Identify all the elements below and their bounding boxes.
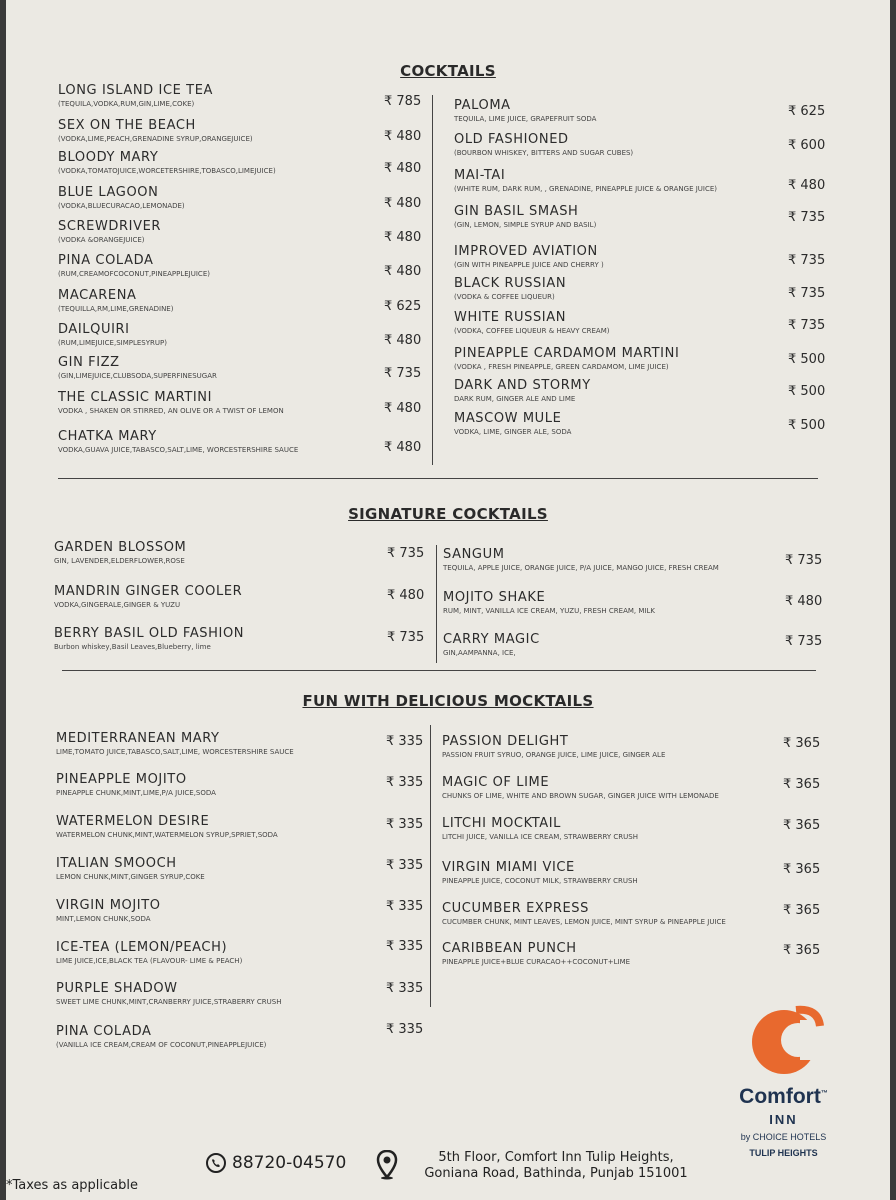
menu-item-name: MAI-TAI (454, 168, 506, 183)
address-line-2: Goniana Road, Bathinda, Punjab 151001 (424, 1166, 688, 1181)
menu-item-name: GIN BASIL SMASH (454, 204, 579, 219)
menu-item (58, 219, 161, 245)
menu-item-price: ₹ 480 (785, 594, 823, 609)
menu-item-name: MASCOW MULE (454, 411, 562, 426)
brand-inn: INN (769, 1112, 798, 1127)
menu-item-description: LIME,TOMATO JUICE,TABASCO,SALT,LIME, WORCESTERSHIRE SAUCE (56, 748, 294, 756)
menu-item-description: (VANILLA ICE CREAM,CREAM OF COCONUT,PINEAPPLEJUICE) (56, 1041, 267, 1049)
menu-item-price: ₹ 735 (785, 553, 823, 568)
menu-item-name: SEX ON THE BEACH (58, 118, 196, 133)
menu-item-name: THE CLASSIC MARTINI (58, 390, 213, 405)
section-heading-mocktails: FUN WITH DELICIOUS MOCKTAILS (302, 692, 594, 710)
menu-item-price: ₹ 335 (386, 1022, 424, 1037)
menu-item (56, 731, 294, 757)
menu-item-price: ₹ 365 (783, 736, 821, 751)
taxes-note: *Taxes as applicable (6, 1178, 138, 1193)
menu-item-price: ₹ 625 (788, 104, 826, 119)
menu-item-description: LITCHI JUICE, VANILLA ICE CREAM, STRAWBERRY CRUSH (442, 833, 638, 841)
menu-item-description: TEQUILA, APPLE JUICE, ORANGE JUICE, P/A JUICE, MANGO JUICE, FRESH CREAM (443, 564, 719, 572)
menu-item-name: PASSION DELIGHT (442, 734, 569, 749)
menu-item-name: GARDEN BLOSSOM (54, 540, 187, 555)
menu-item-price: ₹ 480 (384, 230, 422, 245)
menu-item-name: LITCHI MOCKTAIL (442, 816, 562, 831)
menu-item-description: MINT,LEMON CHUNK,SODA (56, 915, 151, 923)
menu-item (454, 204, 596, 230)
menu-item (454, 244, 604, 270)
menu-item-description: (TEQUILLA,RM,LIME,GRENADINE) (58, 305, 174, 313)
menu-item-name: SCREWDRIVER (58, 219, 162, 234)
menu-item-description: DARK RUM, GINGER ALE AND LIME (454, 395, 576, 403)
menu-item-price: ₹ 480 (384, 333, 422, 348)
menu-item-description: (RUM,LIMEJUICE,SIMPLESYRUP) (58, 339, 167, 347)
menu-item (54, 626, 244, 652)
menu-item-name: IMPROVED AVIATION (454, 244, 598, 259)
menu-item-description: (VODKA , FRESH PINEAPPLE, GREEN CARDAMOM, LIME JUICE) (454, 363, 669, 371)
phone-icon (206, 1153, 226, 1173)
menu-item-name: MACARENA (58, 288, 137, 303)
menu-item-price: ₹ 480 (384, 440, 422, 455)
menu-item (454, 98, 596, 124)
menu-page (6, 0, 890, 1200)
menu-item-description: (VODKA, COFFEE LIQUEUR & HEAVY CREAM) (454, 327, 610, 335)
menu-item-description: VODKA,GUAVA JUICE,TABASCO,SALT,LIME, WORCESTERSHIRE SAUCE (58, 446, 299, 454)
menu-item-name: VIRGIN MOJITO (56, 898, 161, 913)
menu-item-description: WATERMELON CHUNK,MINT,WATERMELON SYRUP,SPRIET,SODA (56, 831, 278, 839)
menu-item-price: ₹ 335 (386, 939, 424, 954)
menu-item-name: MEDITERRANEAN MARY (56, 731, 220, 746)
menu-item-price: ₹ 335 (386, 817, 424, 832)
menu-item (58, 118, 253, 144)
menu-item-name: MANDRIN GINGER COOLER (54, 584, 243, 599)
menu-item-name: ICE-TEA (LEMON/PEACH) (56, 940, 228, 955)
menu-item-price: ₹ 500 (788, 418, 826, 433)
signature-bottom-rule (62, 670, 816, 671)
menu-item (442, 816, 638, 842)
menu-item (442, 860, 638, 886)
menu-item-description: TEQUILA, LIME JUICE, GRAPEFRUIT SODA (454, 115, 597, 123)
menu-item-name: ITALIAN SMOOCH (56, 856, 177, 871)
menu-item-name: WHITE RUSSIAN (454, 310, 567, 325)
menu-item-name: PINEAPPLE CARDAMOM MARTINI (454, 346, 680, 361)
menu-item (56, 856, 205, 882)
menu-item-price: ₹ 735 (384, 366, 422, 381)
menu-item-description: (VODKA,LIME,PEACH,GRENADINE SYRUP,ORANGEJUICE) (58, 135, 253, 143)
menu-item-description: GIN,AAMPANNA, ICE, (443, 649, 516, 657)
menu-item-price: ₹ 735 (788, 210, 826, 225)
menu-item-price: ₹ 735 (387, 546, 425, 561)
menu-item (454, 276, 566, 302)
menu-item-price: ₹ 335 (386, 899, 424, 914)
menu-item (442, 775, 719, 801)
menu-item-name: GIN FIZZ (58, 355, 120, 370)
phone-number: 88720-04570 (232, 1153, 347, 1173)
menu-item (58, 429, 298, 455)
menu-item-name: BLOODY MARY (58, 150, 159, 165)
menu-item-description: LIME JUICE,ICE,BLACK TEA (FLAVOUR- LIME & PEACH) (56, 957, 243, 965)
menu-item (442, 734, 665, 760)
comfort-inn-logo (726, 1000, 841, 1170)
menu-item-description: (RUM,CREAMOFCOCONUT,PINEAPPLEJUICE) (58, 270, 210, 278)
menu-item (443, 547, 719, 573)
menu-item-description: VODKA , SHAKEN OR STIRRED, AN OLIVE OR A TWIST OF LEMON (58, 407, 284, 415)
menu-item (56, 814, 278, 840)
menu-item-name: OLD FASHIONED (454, 132, 569, 147)
menu-item-description: CUCUMBER CHUNK, MINT LEAVES, LEMON JUICE, MINT SYRUP & PINEAPPLE JUICE (442, 918, 726, 926)
menu-item-description: PINEAPPLE JUICE+BLUE CURACAO++COCONUT+LIME (442, 958, 631, 966)
menu-item-name: BERRY BASIL OLD FASHION (54, 626, 245, 641)
menu-item-description: (VODKA &ORANGEJUICE) (58, 236, 145, 244)
menu-item-name: PURPLE SHADOW (56, 981, 178, 996)
menu-item-price: ₹ 735 (788, 253, 826, 268)
menu-item-name: MAGIC OF LIME (442, 775, 550, 790)
menu-item (443, 590, 655, 616)
menu-item-description: SWEET LIME CHUNK,MINT,CRANBERRY JUICE,STRABERRY CRUSH (56, 998, 282, 1006)
menu-item-price: ₹ 335 (386, 858, 424, 873)
menu-item-price: ₹ 480 (384, 161, 422, 176)
menu-item-price: ₹ 365 (783, 818, 821, 833)
menu-item-name: PALOMA (454, 98, 511, 113)
menu-item-name: SANGUM (443, 547, 505, 562)
menu-item (58, 288, 173, 314)
menu-item-price: ₹ 735 (788, 318, 826, 333)
menu-item-price: ₹ 735 (785, 634, 823, 649)
footer-phone (206, 1153, 346, 1173)
menu-item-description: PINEAPPLE JUICE, COCONUT MILK, STRAWBERRY CRUSH (442, 877, 638, 885)
menu-item (56, 898, 161, 924)
cocktails-bottom-rule (58, 478, 818, 479)
menu-item (56, 772, 216, 798)
menu-item-name: CUCUMBER EXPRESS (442, 901, 590, 916)
menu-item-price: ₹ 500 (788, 384, 826, 399)
menu-item-description: (GIN WITH PINEAPPLE JUICE AND CHERRY ) (454, 261, 604, 269)
menu-item-description: Burbon whiskey,Basil Leaves,Blueberry, lime (54, 643, 211, 651)
menu-item-price: ₹ 785 (384, 94, 422, 109)
menu-item-price: ₹ 480 (788, 178, 826, 193)
menu-item (56, 1024, 266, 1050)
menu-item (454, 378, 591, 404)
menu-item (56, 981, 282, 1007)
menu-item-name: MOJITO SHAKE (443, 590, 546, 605)
menu-item-price: ₹ 335 (386, 981, 424, 996)
menu-item (58, 322, 167, 348)
section-heading-cocktails: COCKTAILS (400, 62, 496, 80)
cocktails-column-divider (432, 95, 433, 465)
brand-by-choice: by CHOICE HOTELS (740, 1132, 827, 1142)
menu-item (58, 390, 284, 416)
section-heading-signature: SIGNATURE COCKTAILS (348, 505, 548, 523)
menu-item-description: (WHITE RUM, DARK RUM, , GRENADINE, PINEAPPLE JUICE & ORANGE JUICE) (454, 185, 718, 193)
menu-item-price: ₹ 480 (384, 401, 422, 416)
location-pin-icon (376, 1150, 398, 1180)
menu-item (58, 150, 276, 176)
menu-item-description: (BOURBON WHISKEY, BITTERS AND SUGAR CUBES) (454, 149, 634, 157)
menu-item-description: (GIN,LIMEJUICE,CLUBSODA,SUPERFINESUGAR (58, 372, 217, 380)
menu-item (454, 132, 633, 158)
menu-item-description: (TEQUILA,VODKA,RUM,GIN,LIME,COKE) (58, 100, 195, 108)
menu-item-price: ₹ 335 (386, 734, 424, 749)
menu-item-description: RUM, MINT, VANILLA ICE CREAM, YUZU, FRESH CREAM, MILK (443, 607, 655, 615)
menu-item-price: ₹ 480 (384, 129, 422, 144)
menu-item-price: ₹ 735 (387, 630, 425, 645)
menu-item (443, 632, 540, 658)
footer-address (411, 1150, 701, 1182)
menu-item (58, 253, 210, 279)
menu-item-name: WATERMELON DESIRE (56, 814, 210, 829)
menu-item (454, 411, 571, 437)
comfort-swirl-icon (726, 1000, 841, 1085)
menu-item-name: DAILQUIRI (58, 322, 130, 337)
menu-item-price: ₹ 365 (783, 862, 821, 877)
menu-item-description: LEMON CHUNK,MINT,GINGER SYRUP,COKE (56, 873, 205, 881)
menu-item-price: ₹ 500 (788, 352, 826, 367)
menu-item-price: ₹ 600 (788, 138, 826, 153)
signature-column-divider (436, 545, 437, 663)
menu-item-price: ₹ 480 (384, 196, 422, 211)
menu-item-price: ₹ 365 (783, 903, 821, 918)
menu-item-description: (VODKA & COFFEE LIQUEUR) (454, 293, 555, 301)
menu-item-name: PINA COLADA (56, 1024, 152, 1039)
menu-item-price: ₹ 335 (386, 775, 424, 790)
menu-item (442, 901, 726, 927)
menu-item-description: (VODKA,TOMATOJUICE,WORCETERSHIRE,TOBASCO,LIMEJUICE) (58, 167, 276, 175)
menu-item-name: BLACK RUSSIAN (454, 276, 567, 291)
menu-item (442, 941, 630, 967)
menu-item-name: DARK AND STORMY (454, 378, 591, 393)
menu-item-description: PINEAPPLE CHUNK,MINT,LIME,P/A JUICE,SODA (56, 789, 216, 797)
menu-item-price: ₹ 365 (783, 943, 821, 958)
menu-item (54, 540, 186, 566)
menu-item (454, 168, 717, 194)
menu-item-price: ₹ 480 (384, 264, 422, 279)
menu-item (454, 310, 610, 336)
menu-item-price: ₹ 480 (387, 588, 425, 603)
menu-item-description: CHUNKS OF LIME, WHITE AND BROWN SUGAR, GINGER JUICE WITH LEMONADE (442, 792, 719, 800)
brand-name: Comfort™ (739, 1085, 828, 1108)
menu-item-name: CARIBBEAN PUNCH (442, 941, 577, 956)
menu-item-description: (GIN, LEMON, SIMPLE SYRUP AND BASIL) (454, 221, 597, 229)
menu-item-name: VIRGIN MIAMI VICE (442, 860, 575, 875)
menu-item-description: (VODKA,BLUECURACAO,LEMONADE) (58, 202, 185, 210)
menu-item (58, 83, 213, 109)
menu-item-name: BLUE LAGOON (58, 185, 159, 200)
mocktails-column-divider (430, 725, 431, 1007)
address-line-1: 5th Floor, Comfort Inn Tulip Heights, (438, 1150, 674, 1165)
menu-item-name: PINA COLADA (58, 253, 154, 268)
menu-item-description: VODKA,GINGERALE,GINGER & YUZU (54, 601, 181, 609)
menu-item-price: ₹ 365 (783, 777, 821, 792)
menu-item (58, 355, 217, 381)
menu-item-name: CHATKA MARY (58, 429, 157, 444)
menu-item-price: ₹ 735 (788, 286, 826, 301)
menu-item-description: VODKA, LIME, GINGER ALE, SODA (454, 428, 572, 436)
menu-item-name: CARRY MAGIC (443, 632, 540, 647)
menu-item-description: GIN, LAVENDER,ELDERFLOWER,ROSE (54, 557, 185, 565)
menu-item (58, 185, 185, 211)
menu-item-description: PASSION FRUIT SYRUO, ORANGE JUICE, LIME JUICE, GINGER ALE (442, 751, 666, 759)
menu-item (454, 346, 679, 372)
menu-item (54, 584, 242, 610)
menu-item-name: PINEAPPLE MOJITO (56, 772, 187, 787)
menu-item-name: LONG ISLAND ICE TEA (58, 83, 214, 98)
menu-item-price: ₹ 625 (384, 299, 422, 314)
menu-item (56, 940, 242, 966)
brand-location: TULIP HEIGHTS (749, 1148, 818, 1158)
